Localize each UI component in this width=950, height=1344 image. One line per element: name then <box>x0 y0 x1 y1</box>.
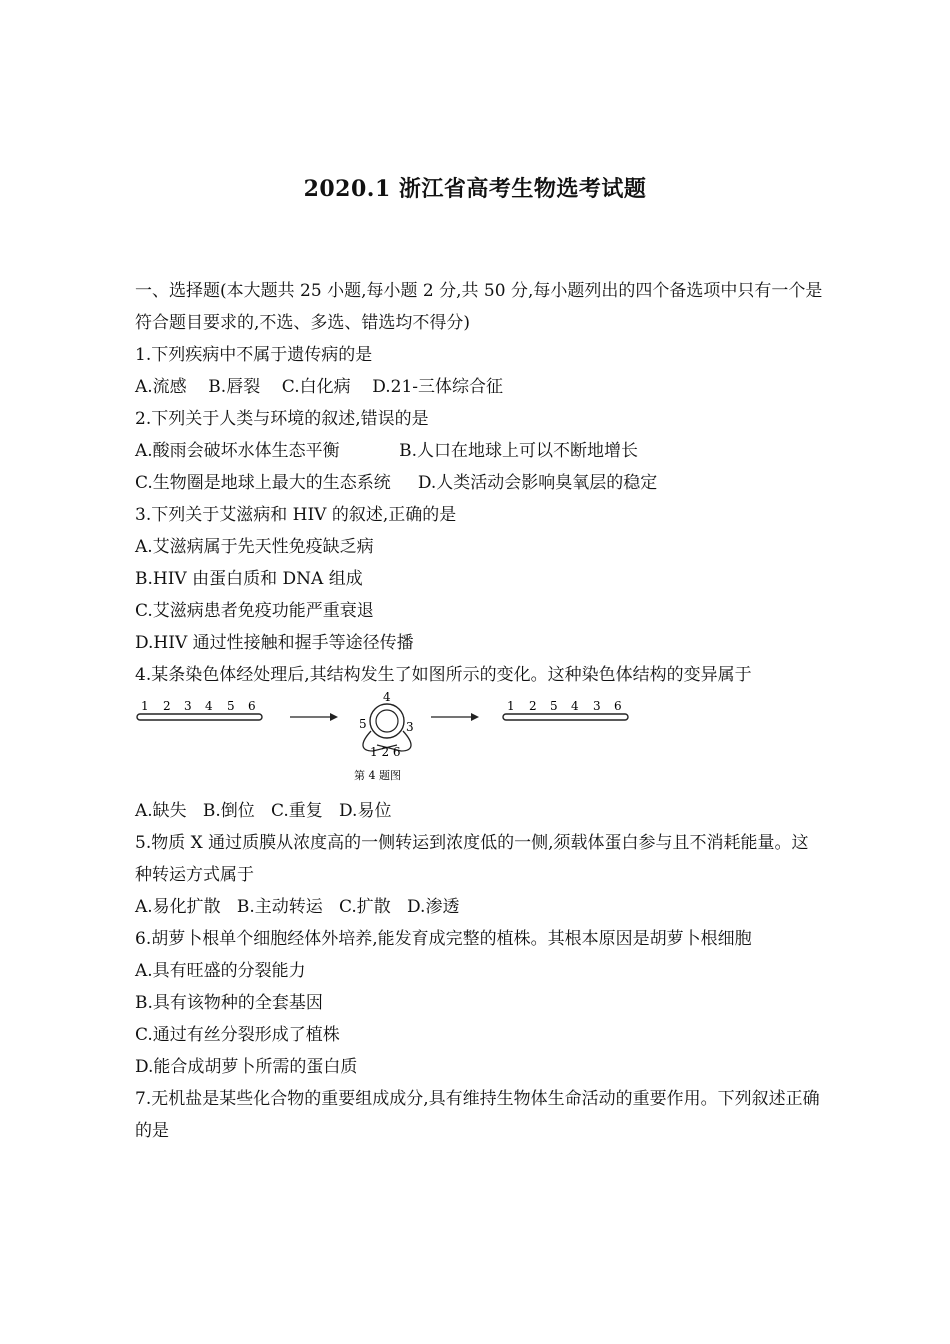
after-label: 6 <box>614 699 622 713</box>
before-label: 2 <box>163 699 171 713</box>
before-label: 3 <box>184 699 192 713</box>
loop-label-top: 4 <box>383 691 391 704</box>
question-6-option-a: A.具有旺盛的分裂能力 <box>135 961 306 981</box>
chromosome-inversion-figure <box>135 691 695 795</box>
question-6-option-d: D.能合成胡萝卜所需的蛋白质 <box>135 1057 358 1077</box>
section-header: 一、选择题(本大题共 25 小题,每小题 2 分,共 50 分,每小题列出的四个备选项中只有一个是符合题目要求的,不选、多选、错选均不得分) <box>135 281 823 333</box>
chromosome-after <box>503 699 628 720</box>
question-3-option-d: D.HIV 通过性接触和握手等途径传播 <box>135 633 414 653</box>
figure-caption: 第 4 题图 <box>354 769 401 782</box>
question-2-options-row-1: A.酸雨会破坏水体生态平衡 B.人口在地球上可以不断地增长 <box>135 441 639 461</box>
loop-label-right: 3 <box>406 720 414 734</box>
loop-label-left: 5 <box>359 717 367 731</box>
question-2-stem: 2.下列关于人类与环境的叙述,错误的是 <box>135 409 429 429</box>
before-label: 4 <box>205 699 213 713</box>
after-label: 1 <box>507 699 515 713</box>
question-6-stem: 6.胡萝卜根单个细胞经体外培养,能发育成完整的植株。其根本原因是胡萝卜根细胞 <box>135 929 752 949</box>
before-label: 6 <box>248 699 256 713</box>
page-title: 2020.1 浙江省高考生物选考试题 <box>303 176 647 202</box>
chromosome-loop <box>354 691 414 782</box>
question-5-options: A.易化扩散 B.主动转运 C.扩散 D.渗透 <box>135 897 460 917</box>
question-3-stem: 3.下列关于艾滋病和 HIV 的叙述,正确的是 <box>135 505 457 525</box>
exam-content <box>135 275 825 1147</box>
question-3-option-b: B.HIV 由蛋白质和 DNA 组成 <box>135 569 363 589</box>
loop-label-bottom: 1 2 6 <box>370 745 401 759</box>
before-label: 1 <box>141 699 149 713</box>
question-1-stem: 1.下列疾病中不属于遗传病的是 <box>135 345 373 365</box>
arrow-right-icon <box>290 713 338 721</box>
after-label: 4 <box>571 699 579 713</box>
question-2-options-row-2: C.生物圈是地球上最大的生态系统 D.人类活动会影响臭氧层的稳定 <box>135 473 658 493</box>
question-5-stem: 5.物质 X 通过质膜从浓度高的一侧转运到浓度低的一侧,须载体蛋白参与且不消耗能量。这种转运方式属于 <box>135 833 809 885</box>
after-label: 5 <box>550 699 558 713</box>
before-label: 5 <box>227 699 235 713</box>
after-label: 3 <box>593 699 601 713</box>
question-7-stem: 7.无机盐是某些化合物的重要组成成分,具有维持生物体生命活动的重要作用。下列叙述正确的是 <box>135 1089 820 1141</box>
chromosome-before <box>137 699 262 720</box>
after-label: 2 <box>529 699 537 713</box>
question-3-option-c: C.艾滋病患者免疫功能严重衰退 <box>135 601 374 621</box>
question-3-option-a: A.艾滋病属于先天性免疫缺乏病 <box>135 537 374 557</box>
chromosome-diagram <box>135 691 695 795</box>
question-6-option-b: B.具有该物种的全套基因 <box>135 993 323 1013</box>
question-4-options: A.缺失 B.倒位 C.重复 D.易位 <box>135 801 392 821</box>
question-4-stem: 4.某条染色体经处理后,其结构发生了如图所示的变化。这种染色体结构的变异属于 <box>135 665 752 685</box>
question-6-option-c: C.通过有丝分裂形成了植株 <box>135 1025 340 1045</box>
question-1-options: A.流感 B.唇裂 C.白化病 D.21-三体综合征 <box>135 377 504 397</box>
arrow-right-icon <box>431 713 479 721</box>
